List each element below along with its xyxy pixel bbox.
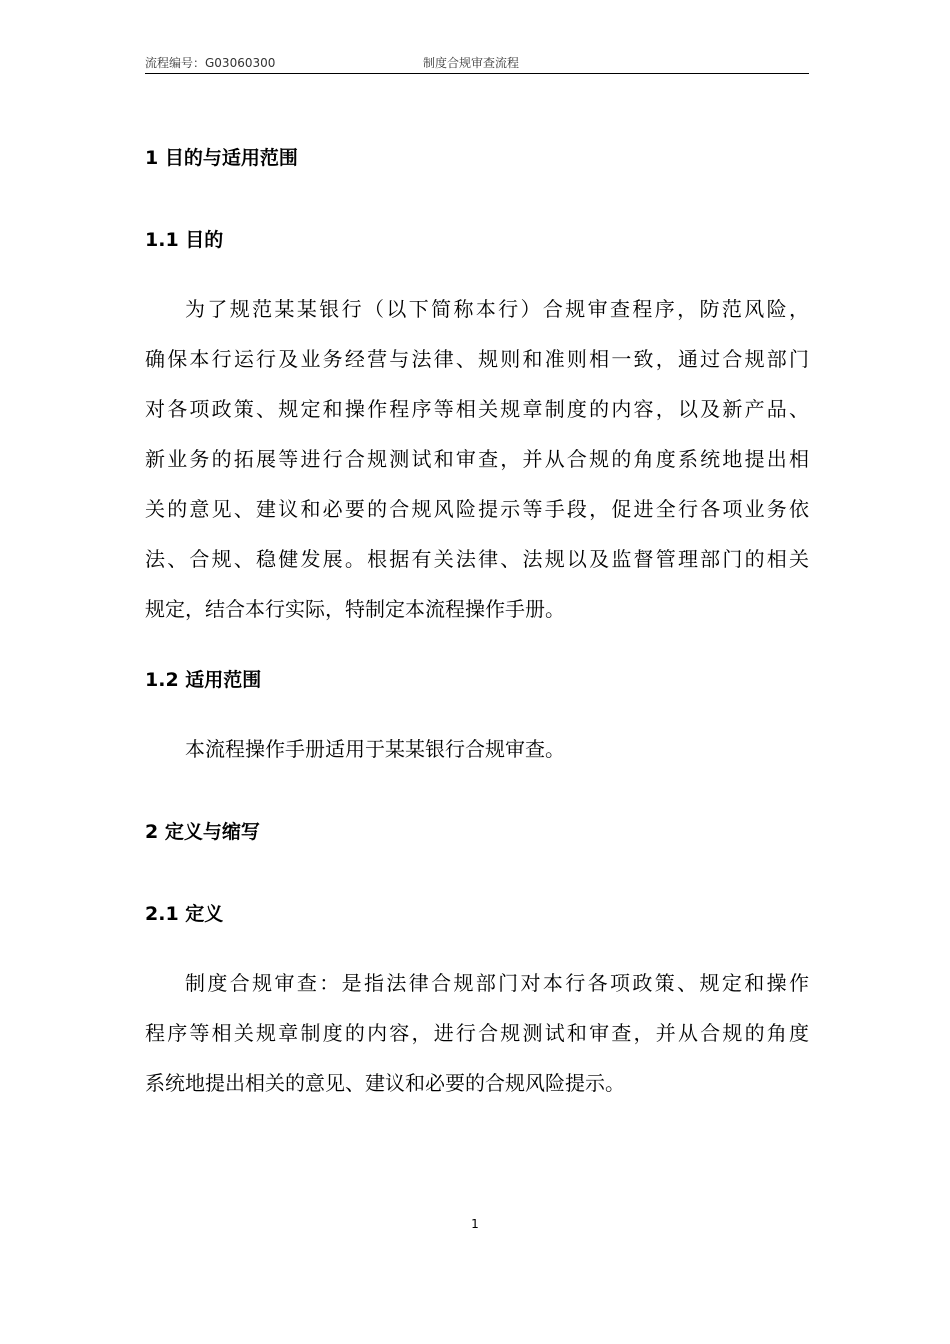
page-number: 1 (471, 1217, 479, 1231)
paragraph-line: 新业务的拓展等进行合规测试和审查，并从合规的角度系统地提出相 (145, 447, 809, 471)
section-2-1-heading: 2.1 定义 (145, 903, 224, 925)
section-1-2-heading: 1.2 适用范围 (145, 669, 262, 691)
section-1-heading: 1 目的与适用范围 (145, 147, 298, 169)
paragraph-line: 制度合规审查：是指法律合规部门对本行各项政策、规定和操作 (185, 971, 809, 995)
paragraph-line: 系统地提出相关的意见、建议和必要的合规风险提示。 (145, 1071, 625, 1095)
paragraph-line: 为了规范某某银行（以下简称本行）合规审查程序，防范风险， (185, 297, 809, 321)
paragraph-line: 对各项政策、规定和操作程序等相关规章制度的内容，以及新产品、 (145, 397, 809, 421)
paragraph-line: 关的意见、建议和必要的合规风险提示等手段，促进全行各项业务依 (145, 497, 809, 521)
scope-paragraph (145, 724, 809, 774)
paragraph-line: 法、合规、稳健发展。根据有关法律、法规以及监督管理部门的相关 (145, 547, 809, 571)
purpose-paragraph (145, 284, 809, 634)
process-number: 流程编号：G03060300 (145, 56, 276, 70)
paragraph-line: 确保本行运行及业务经营与法律、规则和准则相一致，通过合规部门 (145, 347, 809, 371)
section-2-heading: 2 定义与缩写 (145, 821, 260, 843)
paragraph-line: 规定，结合本行实际，特制定本流程操作手册。 (145, 597, 565, 621)
paragraph-line: 本流程操作手册适用于某某银行合规审查。 (185, 737, 565, 761)
paragraph-line: 程序等相关规章制度的内容，进行合规测试和审查，并从合规的角度 (145, 1021, 809, 1045)
section-1-1-heading: 1.1 目的 (145, 229, 224, 251)
definition-paragraph (145, 958, 809, 1108)
document-title: 制度合规审查流程 (423, 56, 520, 70)
page-header (145, 53, 809, 74)
